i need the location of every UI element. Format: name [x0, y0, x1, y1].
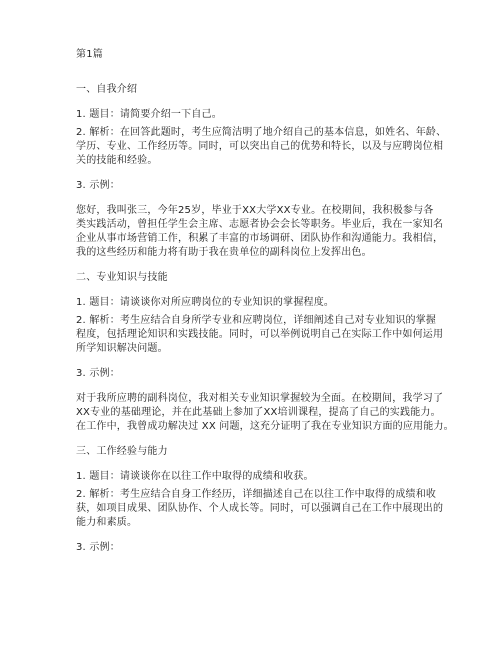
- example-line: 类实践活动，曾担任学生会主席、志愿者协会会长等职务。毕业后，我在一家知名: [76, 219, 444, 230]
- section-heading: 一、自我介绍: [76, 84, 138, 95]
- example-line: XX专业的基础理论，并在此基础上参加了XX培训课程，提高了自己的实践能力。: [76, 407, 441, 418]
- analysis-line: 2. 解析：考生应结合自身工作经历，详细描述自己在以往工作中取得的成绩和收: [76, 489, 437, 500]
- example-line: 对于我所应聘的副科岗位，我对相关专业知识掌握较为全面。在校期间，我学习了: [76, 393, 444, 404]
- analysis-line: 2. 解析：考生应结合自身所学专业和应聘岗位，详细阐述自己对专业知识的掌握: [76, 315, 437, 326]
- analysis-line: 所学知识解决问题。: [76, 343, 168, 354]
- section-heading: 二、专业知识与技能: [76, 272, 168, 283]
- analysis-line: 学历、专业、工作经历等。同时，可以突出自己的优势和特长，以及与应聘岗位相: [76, 141, 444, 152]
- analysis-line: 关的技能和经验。: [76, 155, 158, 166]
- section-heading: 三、工作经验与能力: [76, 446, 168, 457]
- analysis-line: 获，如项目成果、团队协作、个人成长等。同时，可以强调自己在工作中展现出的: [76, 503, 444, 514]
- example-label: 3. 示例：: [76, 368, 120, 379]
- example-label: 3. 示例：: [76, 542, 120, 553]
- example-line: 在工作中，我曾成功解决过 XX 问题，这充分证明了我在专业知识方面的应用能力。: [76, 421, 454, 432]
- example-line: 我的这些经历和能力将有助于我在贵单位的副科岗位上发挥出色。: [76, 247, 372, 258]
- analysis-line: 程度，包括理论知识和实践技能。同时，可以举例说明自己在实际工作中如何运用: [76, 329, 444, 340]
- part-title: 第1篇: [76, 49, 103, 60]
- question-label: 1. 题目：请谈谈你在以往工作中取得的成绩和收获。: [76, 471, 314, 482]
- example-line: 企业从事市场营销工作，积累了丰富的市场调研、团队协作和沟通能力。我相信，: [76, 233, 444, 244]
- question-label: 1. 题目：请简要介绍一下自己。: [76, 109, 222, 120]
- analysis-line: 能力和素质。: [76, 517, 138, 528]
- example-label: 3. 示例：: [76, 180, 120, 191]
- example-line: 您好，我叫张三，今年25岁，毕业于XX大学XX专业。在校期间，我积极参与各: [76, 205, 434, 216]
- question-label: 1. 题目：请谈谈你对所应聘岗位的专业知识的掌握程度。: [76, 297, 335, 308]
- analysis-line: 2. 解析：在回答此题时，考生应简洁明了地介绍自己的基本信息，如姓名、年龄、: [76, 127, 447, 138]
